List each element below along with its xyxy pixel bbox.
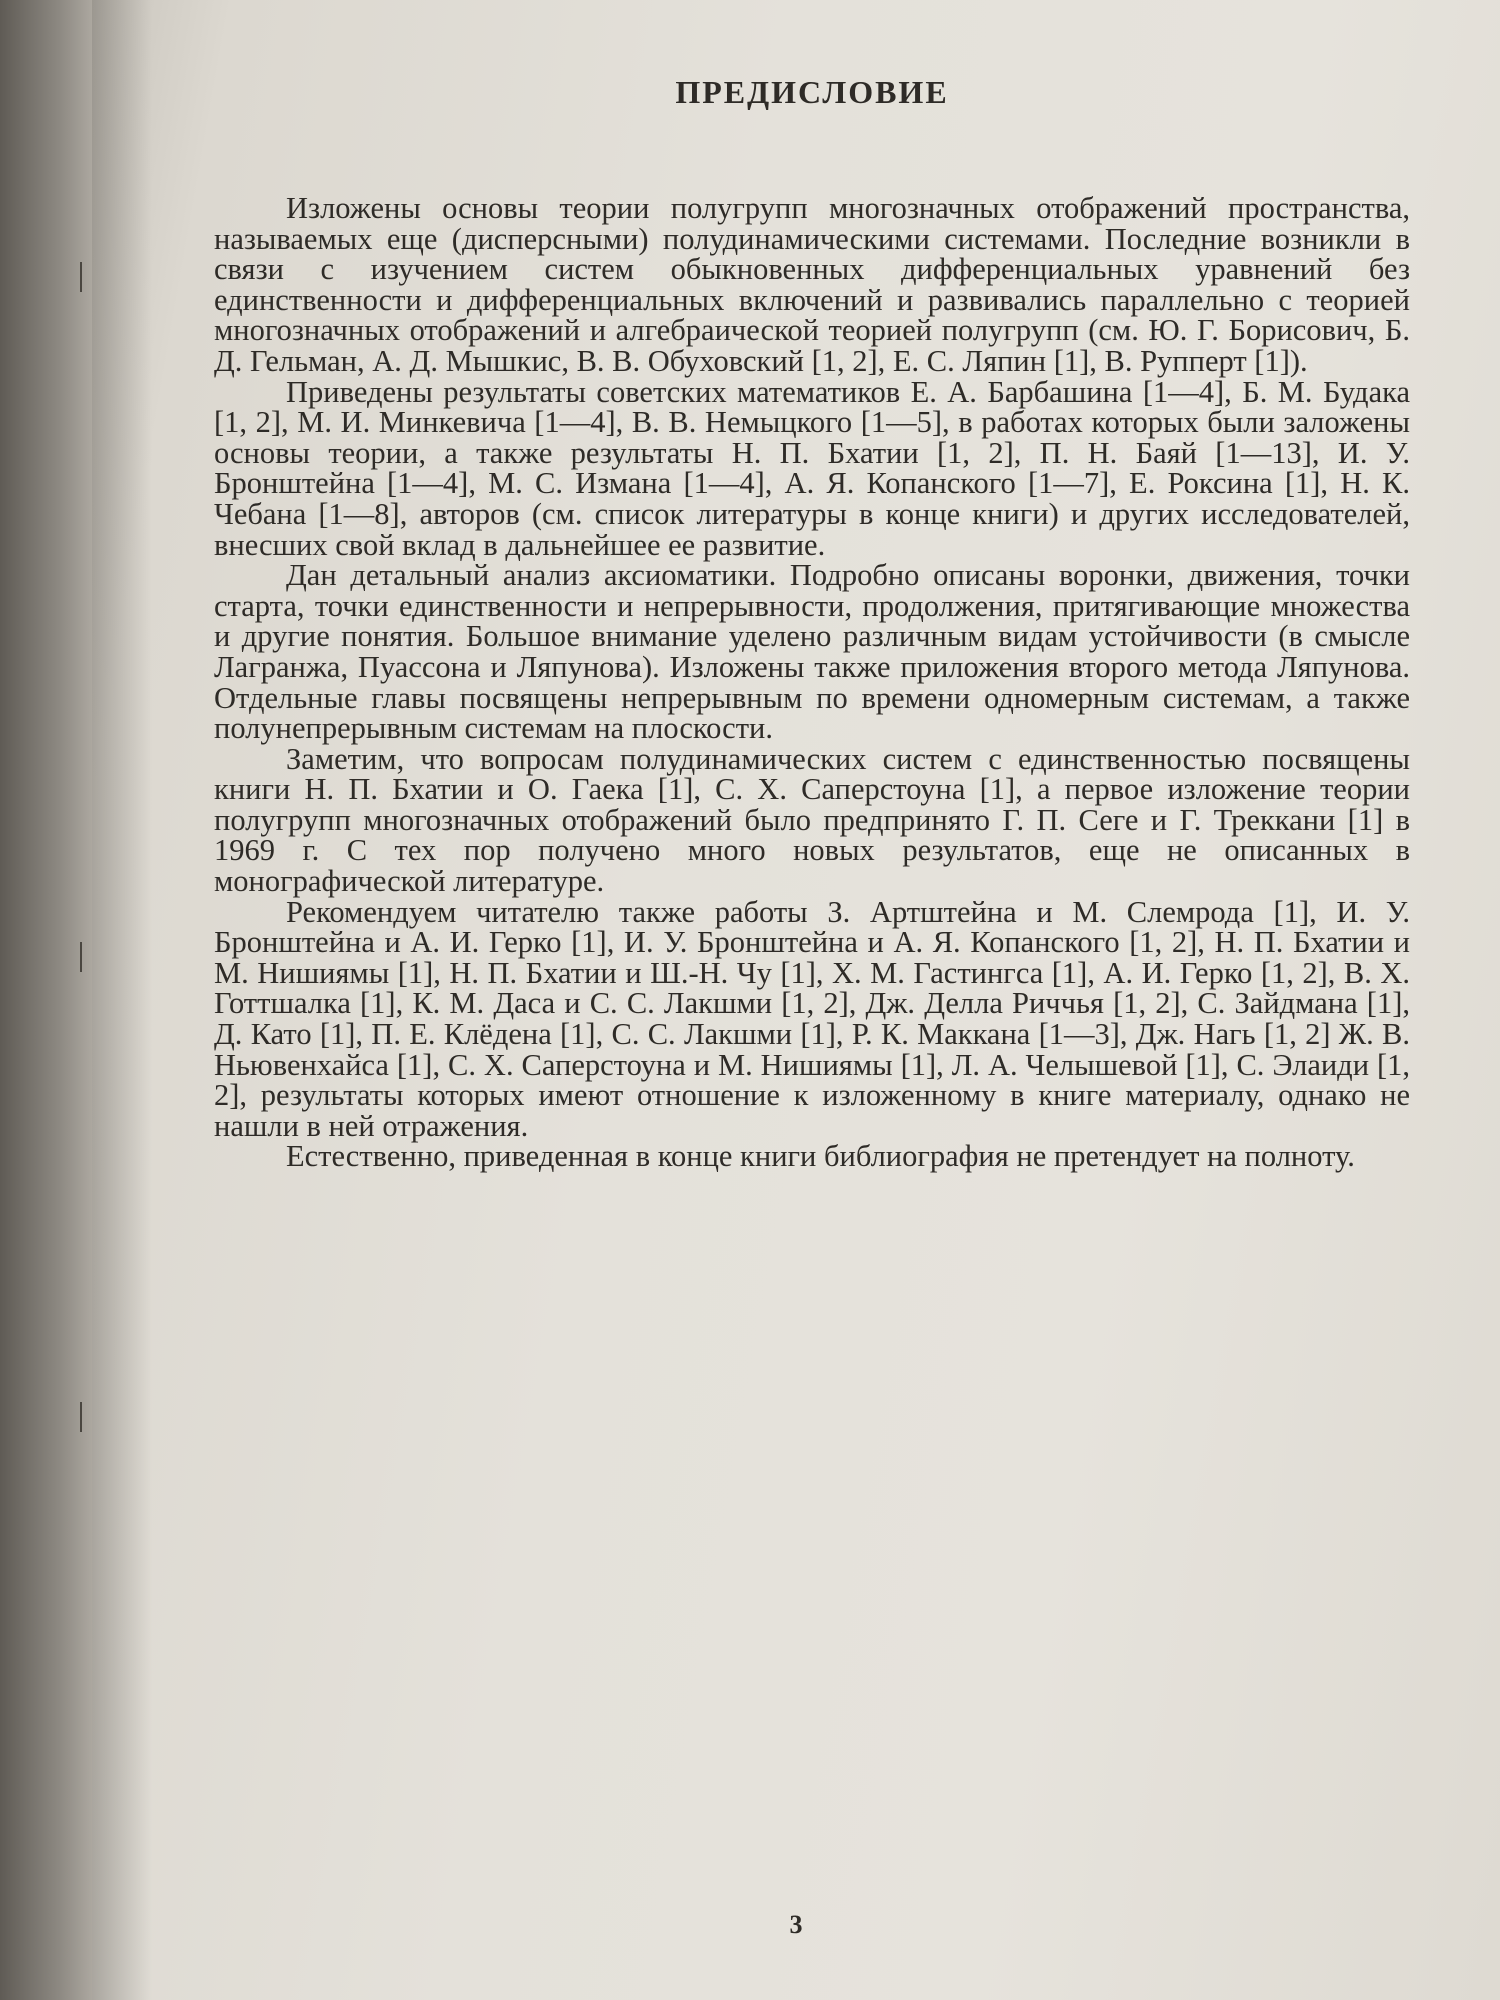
page-number: 3 <box>789 1910 803 1939</box>
page-title: ПРЕДИСЛОВИЕ <box>675 74 949 110</box>
paragraph: Заметим, что вопросам полудинамических систем с единственностью посвящены книги Н. П. Бхатии и О. Гаека [1], С. Х. Саперстоуна [1], а первое изложение теории полугрупп многозначных отображений было предпринято Г. П. Сеге и Г. Треккани [1] в 1969 г. С тех пор получено много новых результатов, еще не описанных в монографической литературе. <box>214 741 1410 899</box>
page-content <box>214 60 1410 1172</box>
paragraph: Естественно, приведенная в конце книги библиография не претендует на полноту. <box>286 1139 1355 1174</box>
book-page <box>92 0 1500 2000</box>
paragraph: Изложены основы теории полугрупп многозначных отображений пространства, называемых еще (дисперсными) полудинамическими системами. Последние возникли в связи с изучением систем обыкновенных дифференциальных уравнений без единственности и дифференциальных включений и развивались параллельно с теорией многозначных отображений и алгебраической теорией полугрупп (см. Ю. Г. Борисович, Б. Д. Гельман, А. Д. Мышкис, В. В. Обуховский [1, 2], Е. С. Ляпин [1], В. Рупперт [1]). <box>214 191 1410 378</box>
binding-stitch <box>80 942 82 972</box>
paragraph: Приведены результаты советских математиков Е. А. Барбашина [1—4], Б. М. Будака [1, 2], М. И. Минкевича [1—4], В. В. Немыцкого [1—5], в работах которых были заложены основы теории, а также результаты Н. П. Бхатии [1, 2], П. Н. Баяй [1—13], И. У. Бронштейна [1—4], М. С. Измана [1—4], А. Я. Копанского [1—7], Е. Роксина [1], Н. К. Чебана [1—8], авторов (см. список литературы в конце книги) и других исследователей, внесших свой вклад в дальнейшее ее развитие. <box>214 374 1410 562</box>
gutter-shadow <box>92 0 152 2000</box>
paragraph: Рекомендуем читателю также работы З. Артштейна и М. Слемрода [1], И. У. Бронштейна и А. И. Герко [1], И. У. Бронштейна и А. Я. Копанского [1, 2], Н. П. Бхатии и М. Нишиямы [1], Н. П. Бхатии и Ш.-Н. Чу [1], Х. М. Гастингса [1], А. И. Герко [1, 2], В. Х. Готтшалка [1], К. М. Даса и С. С. Лакшми [1, 2], Дж. Делла Риччья [1, 2], С. Зайдмана [1], Д. Като [1], П. Е. Клёдена [1], С. С. Лакшми [1], Р. К. Маккана [1—3], Дж. Нагь [1, 2] Ж. В. Ньювенхайса [1], С. Х. Саперстоуна и М. Нишиямы [1], Л. А. Челышевой [1], С. Элаиди [1, 2], результаты которых имеют отношение к изложенному в книге материалу, однако не нашли в ней отражения. <box>214 894 1410 1143</box>
paragraph: Дан детальный анализ аксиоматики. Подробно описаны воронки, движения, точки старта, точки единственности и непрерывности, продолжения, притягивающие множества и другие понятия. Большое внимание уделено различным видам устойчивости (в смысле Лагранжа, Пуассона и Ляпунова). Изложены также приложения второго метода Ляпунова. Отдельные главы посвящены непрерывным по времени одномерным системам, а также полунепрерывным системам на плоскости. <box>214 558 1410 746</box>
binding-stitch <box>80 262 82 292</box>
binding-stitch <box>80 1402 82 1432</box>
